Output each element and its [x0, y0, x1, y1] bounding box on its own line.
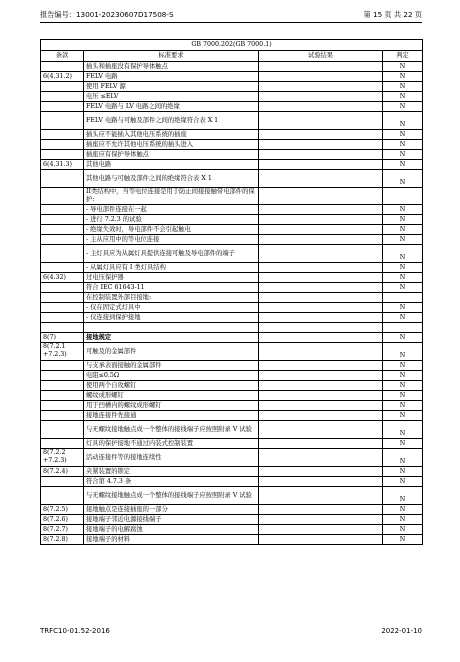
- clause-cell: 8(7): [41, 333, 84, 343]
- clause-cell: [41, 225, 84, 235]
- clause-cell: [41, 293, 84, 303]
- table-row: [41, 313, 423, 323]
- table-row: [41, 225, 423, 235]
- result-cell: [259, 381, 383, 391]
- verdict-cell: N: [383, 263, 423, 273]
- test-results-table: [40, 39, 423, 545]
- result-cell: [259, 215, 383, 225]
- requirement-cell: - 导电部件连接在一起: [84, 205, 259, 215]
- clause-cell: [41, 401, 84, 411]
- table-row: [41, 535, 423, 545]
- table-row: [41, 130, 423, 140]
- clause-cell: [41, 313, 84, 323]
- requirement-cell: - 仅连接到保护接地: [84, 313, 259, 323]
- clause-cell: 6(4.32): [41, 273, 84, 283]
- clause-cell: [41, 323, 84, 333]
- col-header-clause: 条款: [41, 51, 84, 62]
- clause-cell: [41, 411, 84, 421]
- clause-cell: [41, 82, 84, 92]
- table-row: [41, 273, 423, 283]
- col-header-verdict: 判定: [383, 51, 423, 62]
- result-cell: [259, 487, 383, 505]
- clause-cell: [41, 235, 84, 245]
- verdict-cell: N: [383, 467, 423, 477]
- verdict-cell: N: [383, 381, 423, 391]
- result-cell: [259, 205, 383, 215]
- requirement-cell: FELV 电路与可触及部件之间的绝缘符合表 X 1: [84, 112, 259, 130]
- clause-cell: 6(4.31.3): [41, 160, 84, 170]
- verdict-cell: N: [383, 150, 423, 160]
- result-cell: [259, 313, 383, 323]
- requirement-cell: 灯具的保护接地不通过内装式控制装置: [84, 439, 259, 449]
- verdict-cell: N: [383, 92, 423, 102]
- verdict-cell: N: [383, 401, 423, 411]
- table-row: [41, 283, 423, 293]
- requirement-cell: II类结构中，当等电位连接是用于防止间接接触带电部件的保护:: [84, 188, 259, 205]
- clause-cell: [41, 487, 84, 505]
- result-cell: [259, 130, 383, 140]
- requirement-cell: 接地端子邻近电源接线端子: [84, 515, 259, 525]
- clause-cell: [41, 150, 84, 160]
- verdict-cell: N: [383, 303, 423, 313]
- requirement-cell: [84, 323, 259, 333]
- verdict-cell: N: [383, 205, 423, 215]
- verdict-cell: N: [383, 449, 423, 467]
- requirement-cell: - 仅在固定式灯具中: [84, 303, 259, 313]
- clause-cell: [41, 303, 84, 313]
- table-row: [41, 303, 423, 313]
- clause-cell: [41, 421, 84, 439]
- clause-cell: [41, 215, 84, 225]
- table-row: [41, 62, 423, 72]
- result-cell: [259, 323, 383, 333]
- requirement-cell: FELV 电路: [84, 72, 259, 82]
- verdict-cell: N: [383, 130, 423, 140]
- table-row: [41, 205, 423, 215]
- requirement-cell: - 主灯具应为从属灯具提供连接可触及导电部件的端子: [84, 245, 259, 263]
- clause-cell: 6(4.31.2): [41, 72, 84, 82]
- table-row: [41, 72, 423, 82]
- requirement-cell: 与无螺纹接地触点成一个整体的接线端子应按照附录 V 试验: [84, 421, 259, 439]
- clause-cell: [41, 92, 84, 102]
- table-row: [41, 263, 423, 273]
- requirement-cell: 与支承表面接触的金属部件: [84, 361, 259, 371]
- verdict-cell: N: [383, 235, 423, 245]
- verdict-cell: N: [383, 102, 423, 112]
- requirement-cell: 其他电路与可触及部件之间的绝缘符合表 X 1: [84, 170, 259, 188]
- requirement-cell: 在控制装置外部目接地:: [84, 293, 259, 303]
- verdict-cell: N: [383, 225, 423, 235]
- clause-cell: [41, 140, 84, 150]
- verdict-cell: N: [383, 421, 423, 439]
- table-row: [41, 140, 423, 150]
- table-row: [41, 401, 423, 411]
- verdict-cell: [383, 293, 423, 303]
- table-row: [41, 92, 423, 102]
- result-cell: [259, 293, 383, 303]
- clause-cell: 8(7.2.2 +7.2.3): [41, 449, 84, 467]
- clause-cell: [41, 102, 84, 112]
- table-row: [41, 160, 423, 170]
- verdict-cell: N: [383, 515, 423, 525]
- verdict-cell: [383, 323, 423, 333]
- col-header-requirement: 标准要求: [84, 51, 259, 62]
- requirement-cell: 使用两个自攻螺钉: [84, 381, 259, 391]
- requirement-cell: - 从属灯具应有 I 类灯具结构: [84, 263, 259, 273]
- result-cell: [259, 505, 383, 515]
- result-cell: [259, 535, 383, 545]
- requirement-cell: 过电压保护器: [84, 273, 259, 283]
- clause-cell: [41, 130, 84, 140]
- header-divider: [40, 22, 422, 23]
- standard-title: GB 7000.202(GB 7000.1): [41, 40, 423, 51]
- table-row: [41, 449, 423, 467]
- result-cell: [259, 449, 383, 467]
- requirement-cell: 螺纹成形螺钉: [84, 391, 259, 401]
- requirement-cell: 活动连接件等的接地连续性: [84, 449, 259, 467]
- requirement-cell: - 绝缘失效时，导电部件不会引起触电: [84, 225, 259, 235]
- verdict-cell: N: [383, 215, 423, 225]
- form-number: TRFC10-01.52-2016: [40, 627, 110, 635]
- verdict-cell: N: [383, 333, 423, 343]
- requirement-cell: 接地触点是连接插座的一部分: [84, 505, 259, 515]
- table-row: [41, 235, 423, 245]
- verdict-cell: N: [383, 283, 423, 293]
- issue-date: 2022-01-10: [381, 627, 422, 635]
- requirement-cell: 用于凹槽内的螺纹成形螺钉: [84, 401, 259, 411]
- clause-cell: [41, 371, 84, 381]
- result-cell: [259, 72, 383, 82]
- clause-cell: 8(7.2.4): [41, 467, 84, 477]
- requirement-cell: 接地端子的材料: [84, 535, 259, 545]
- verdict-cell: N: [383, 505, 423, 515]
- result-cell: [259, 477, 383, 487]
- verdict-cell: N: [383, 160, 423, 170]
- clause-cell: [41, 188, 84, 205]
- verdict-cell: N: [383, 112, 423, 130]
- requirement-cell: 其他电路: [84, 160, 259, 170]
- verdict-cell: N: [383, 535, 423, 545]
- result-cell: [259, 170, 383, 188]
- verdict-cell: N: [383, 525, 423, 535]
- table-row: [41, 82, 423, 92]
- result-cell: [259, 112, 383, 130]
- clause-cell: [41, 112, 84, 130]
- result-cell: [259, 82, 383, 92]
- requirement-cell: 符合 IEC 61643-11: [84, 283, 259, 293]
- page-header: [40, 10, 422, 22]
- result-cell: [259, 140, 383, 150]
- requirement-cell: 插座应不允许其他电压系统的插头进入: [84, 140, 259, 150]
- table-row: [41, 112, 423, 130]
- requirement-cell: 接地端子的电解腐蚀: [84, 525, 259, 535]
- verdict-cell: N: [383, 477, 423, 487]
- verdict-cell: N: [383, 439, 423, 449]
- result-cell: [259, 225, 383, 235]
- table-row: [41, 525, 423, 535]
- clause-cell: 8(7.2.7): [41, 525, 84, 535]
- clause-cell: [41, 170, 84, 188]
- clause-cell: [41, 283, 84, 293]
- table-row: [41, 505, 423, 515]
- requirement-cell: 使用 FELV 源: [84, 82, 259, 92]
- requirement-cell: FELV 电路与 LV 电路之间的绝缘: [84, 102, 259, 112]
- verdict-cell: N: [383, 371, 423, 381]
- table-row: [41, 102, 423, 112]
- result-cell: [259, 439, 383, 449]
- verdict-cell: N: [383, 391, 423, 401]
- verdict-cell: N: [383, 62, 423, 72]
- table-row: [41, 515, 423, 525]
- requirement-cell: 插头和插座没有保护导体触点: [84, 62, 259, 72]
- result-cell: [259, 525, 383, 535]
- page-number: 第 15 页 共 22 页: [363, 10, 422, 19]
- table-row: [41, 245, 423, 263]
- verdict-cell: N: [383, 72, 423, 82]
- result-cell: [259, 303, 383, 313]
- result-cell: [259, 283, 383, 293]
- table-row: [41, 439, 423, 449]
- table-row: [41, 411, 423, 421]
- verdict-cell: N: [383, 245, 423, 263]
- clause-cell: 8(7.2.8): [41, 535, 84, 545]
- table-row: [41, 487, 423, 505]
- requirement-cell: - 主从应用中的等电位连接: [84, 235, 259, 245]
- result-cell: [259, 235, 383, 245]
- result-cell: [259, 62, 383, 72]
- requirement-cell: 与无螺纹接地触点成一个整体的接线端子应按照附录 V 试验: [84, 487, 259, 505]
- requirement-cell: 接地连接件先接通: [84, 411, 259, 421]
- result-cell: [259, 160, 383, 170]
- page-footer: [40, 627, 422, 639]
- verdict-cell: N: [383, 411, 423, 421]
- result-cell: [259, 102, 383, 112]
- result-cell: [259, 188, 383, 205]
- result-cell: [259, 150, 383, 160]
- table-spacer-row: [41, 323, 423, 333]
- result-cell: [259, 421, 383, 439]
- requirement-cell: 接地规定: [84, 333, 259, 343]
- result-cell: [259, 371, 383, 381]
- table-row: [41, 371, 423, 381]
- requirement-cell: 插座应有保护导体触点: [84, 150, 259, 160]
- result-cell: [259, 515, 383, 525]
- table-row: [41, 381, 423, 391]
- result-cell: [259, 273, 383, 283]
- clause-cell: 8(7.2.5): [41, 505, 84, 515]
- requirement-cell: 电压 ≤ELV: [84, 92, 259, 102]
- table-row: [41, 391, 423, 401]
- result-cell: [259, 92, 383, 102]
- clause-cell: [41, 477, 84, 487]
- result-cell: [259, 245, 383, 263]
- clause-cell: [41, 361, 84, 371]
- verdict-cell: [383, 188, 423, 205]
- requirement-cell: - 进行 7.2.3 的试验: [84, 215, 259, 225]
- table-row: [41, 215, 423, 225]
- clause-cell: [41, 263, 84, 273]
- result-cell: [259, 467, 383, 477]
- col-header-result: 试验结果: [259, 51, 383, 62]
- requirement-cell: 插头应不能插入其他电压系统的插座: [84, 130, 259, 140]
- verdict-cell: N: [383, 487, 423, 505]
- clause-cell: [41, 62, 84, 72]
- result-cell: [259, 263, 383, 273]
- requirement-cell: 电阻≤0.5Ω: [84, 371, 259, 381]
- table-row: [41, 421, 423, 439]
- clause-cell: [41, 381, 84, 391]
- result-cell: [259, 343, 383, 361]
- result-cell: [259, 411, 383, 421]
- verdict-cell: N: [383, 273, 423, 283]
- table-row: [41, 467, 423, 477]
- clause-cell: [41, 205, 84, 215]
- table-row: [41, 477, 423, 487]
- clause-cell: 8(7.2.1 +7.2.3): [41, 343, 84, 361]
- clause-cell: 8(7.2.6): [41, 515, 84, 525]
- clause-cell: [41, 391, 84, 401]
- verdict-cell: N: [383, 361, 423, 371]
- result-cell: [259, 333, 383, 343]
- verdict-cell: N: [383, 170, 423, 188]
- result-cell: [259, 361, 383, 371]
- result-cell: [259, 401, 383, 411]
- table-row: [41, 170, 423, 188]
- requirement-cell: 可触及的金属部件: [84, 343, 259, 361]
- verdict-cell: N: [383, 82, 423, 92]
- requirement-cell: 符合第 4.7.3 条: [84, 477, 259, 487]
- table-row: [41, 188, 423, 205]
- table-row: [41, 333, 423, 343]
- requirement-cell: 夹紧装置的锁定: [84, 467, 259, 477]
- verdict-cell: N: [383, 313, 423, 323]
- table-row: [41, 343, 423, 361]
- result-cell: [259, 391, 383, 401]
- table-row: [41, 361, 423, 371]
- report-number: 报告编号：13001-20230607D17508-S: [40, 10, 174, 19]
- verdict-cell: N: [383, 140, 423, 150]
- clause-cell: [41, 439, 84, 449]
- clause-cell: [41, 245, 84, 263]
- verdict-cell: N: [383, 343, 423, 361]
- table-row: [41, 150, 423, 160]
- table-row: [41, 293, 423, 303]
